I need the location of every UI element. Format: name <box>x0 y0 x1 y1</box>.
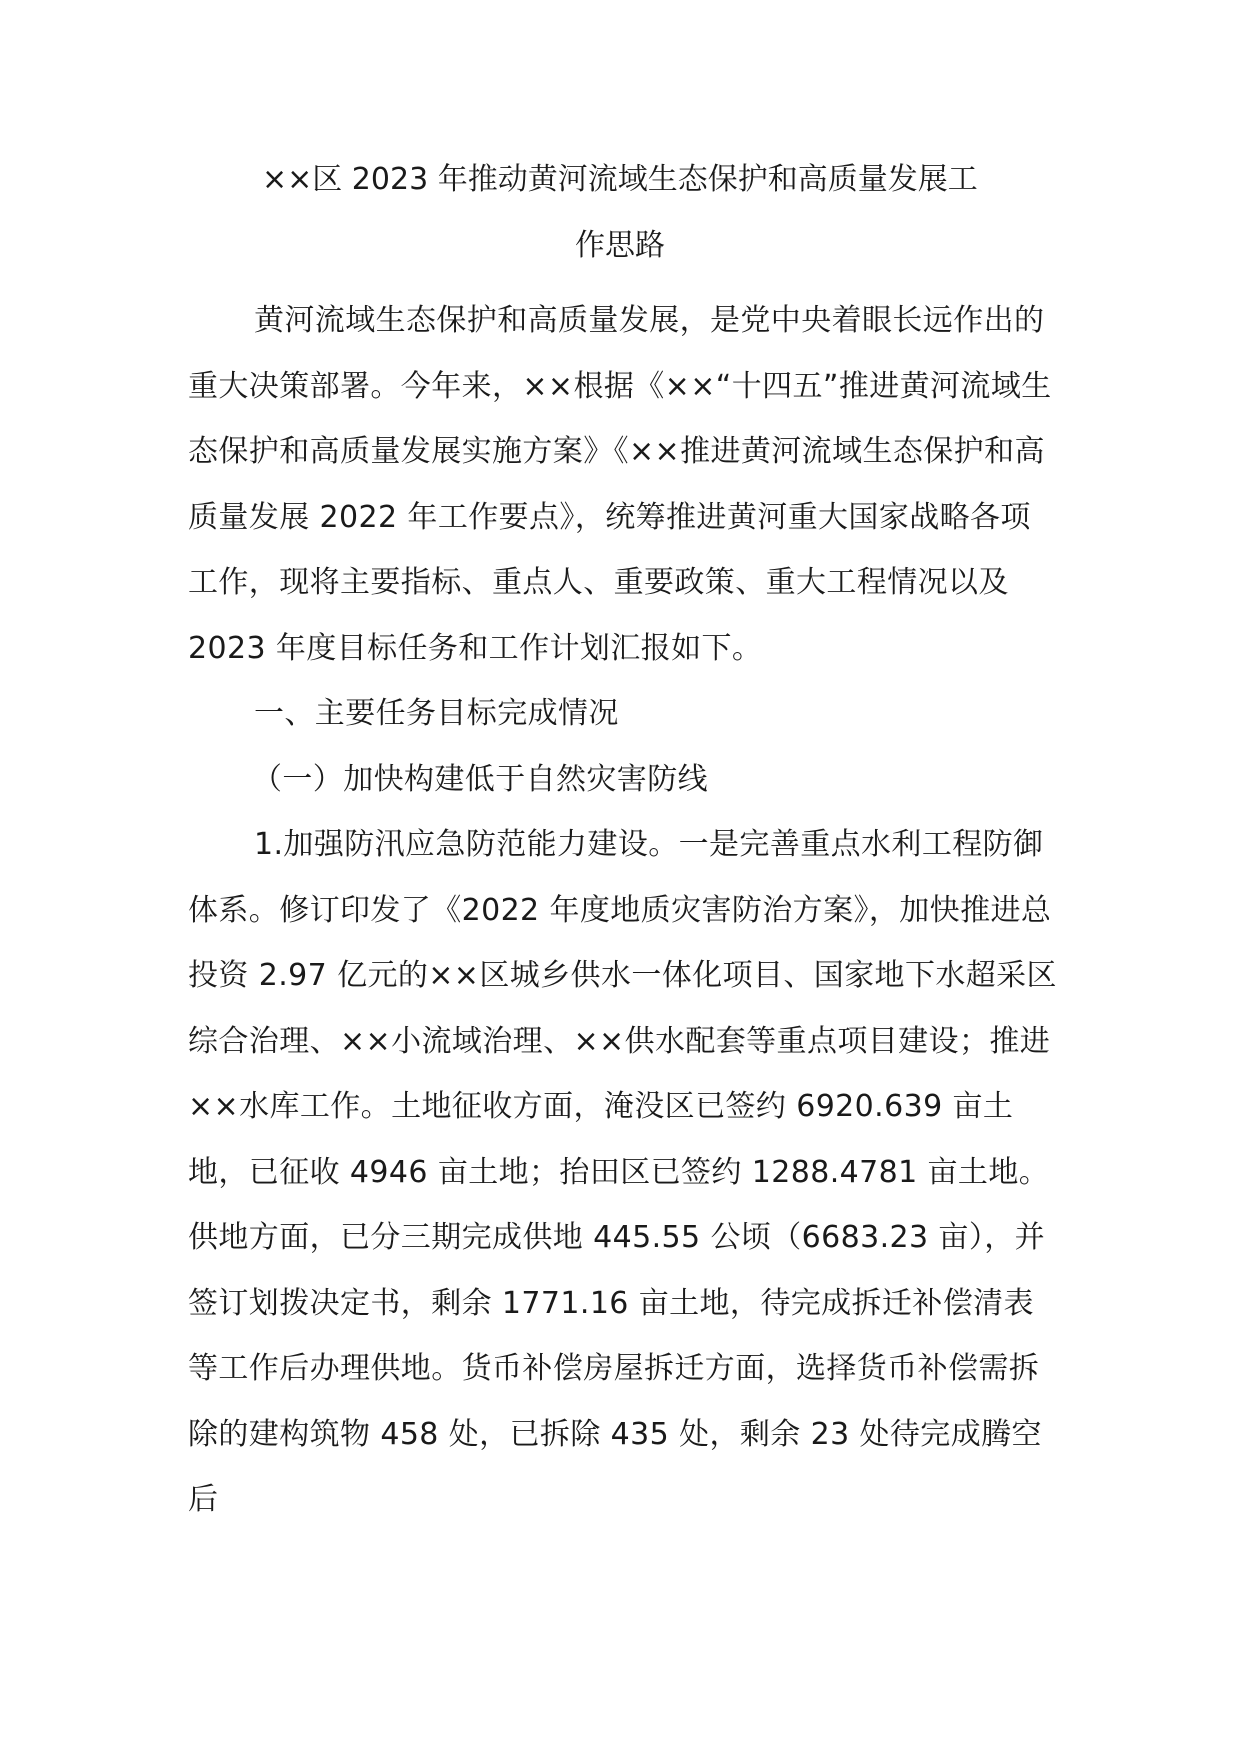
subsection-heading: （一）加快构建低于自然灾害防线 <box>252 761 708 797</box>
document-title-line-2: 作思路 <box>575 228 665 263</box>
document-title-line-1: ××区 2023 年推动黄河流域生态保护和高质量发展工 <box>262 162 978 197</box>
intro-paragraph: 黄河流域生态保护和高质量发展，是党中央着眼长远作出的重大决策部署。今年来，××根据《××“十四五”推进黄河流域生态保护和高质量发展实施方案》《××推进黄河流域生态保护和高质量发展 2022 年工作要点》，统筹推进黄河重大国家战略各项工作，现将主要指标、重点人、重要政策、重大工程情况以及 2023 年度目标任务和工作计划汇报如下。 <box>188 303 1052 666</box>
section-heading: 一、主要任务目标完成情况 <box>254 696 619 731</box>
document-body <box>188 288 1058 1533</box>
body-paragraph: 1.加强防汛应急防范能力建设。一是完善重点水利工程防御体系。修订印发了《2022 年度地质灾害防治方案》，加快推进总投资 2.97 亿元的××区城乡供水一体化项目、国家地下水超采区综合治理、××小流域治理、××供水配套等重点项目建设；推进××水库工作。土地征收方面，淹没区已签约 6920.639 亩土地，已征收 4946 亩土地；抬田区已签约 1288.4781 亩土地。供地方面，已分三期完成供地 445.55 公顷（6683.23 亩），并签订划拨决定书，剩余 1771.16 亩土地，待完成拆迁补偿清表等工作后办理供地。货币补偿房屋拆迁方面，选择货币补偿需拆除的建构筑物 458 处，已拆除 435 处，剩余 23 处待完成腾空后 <box>188 827 1057 1517</box>
